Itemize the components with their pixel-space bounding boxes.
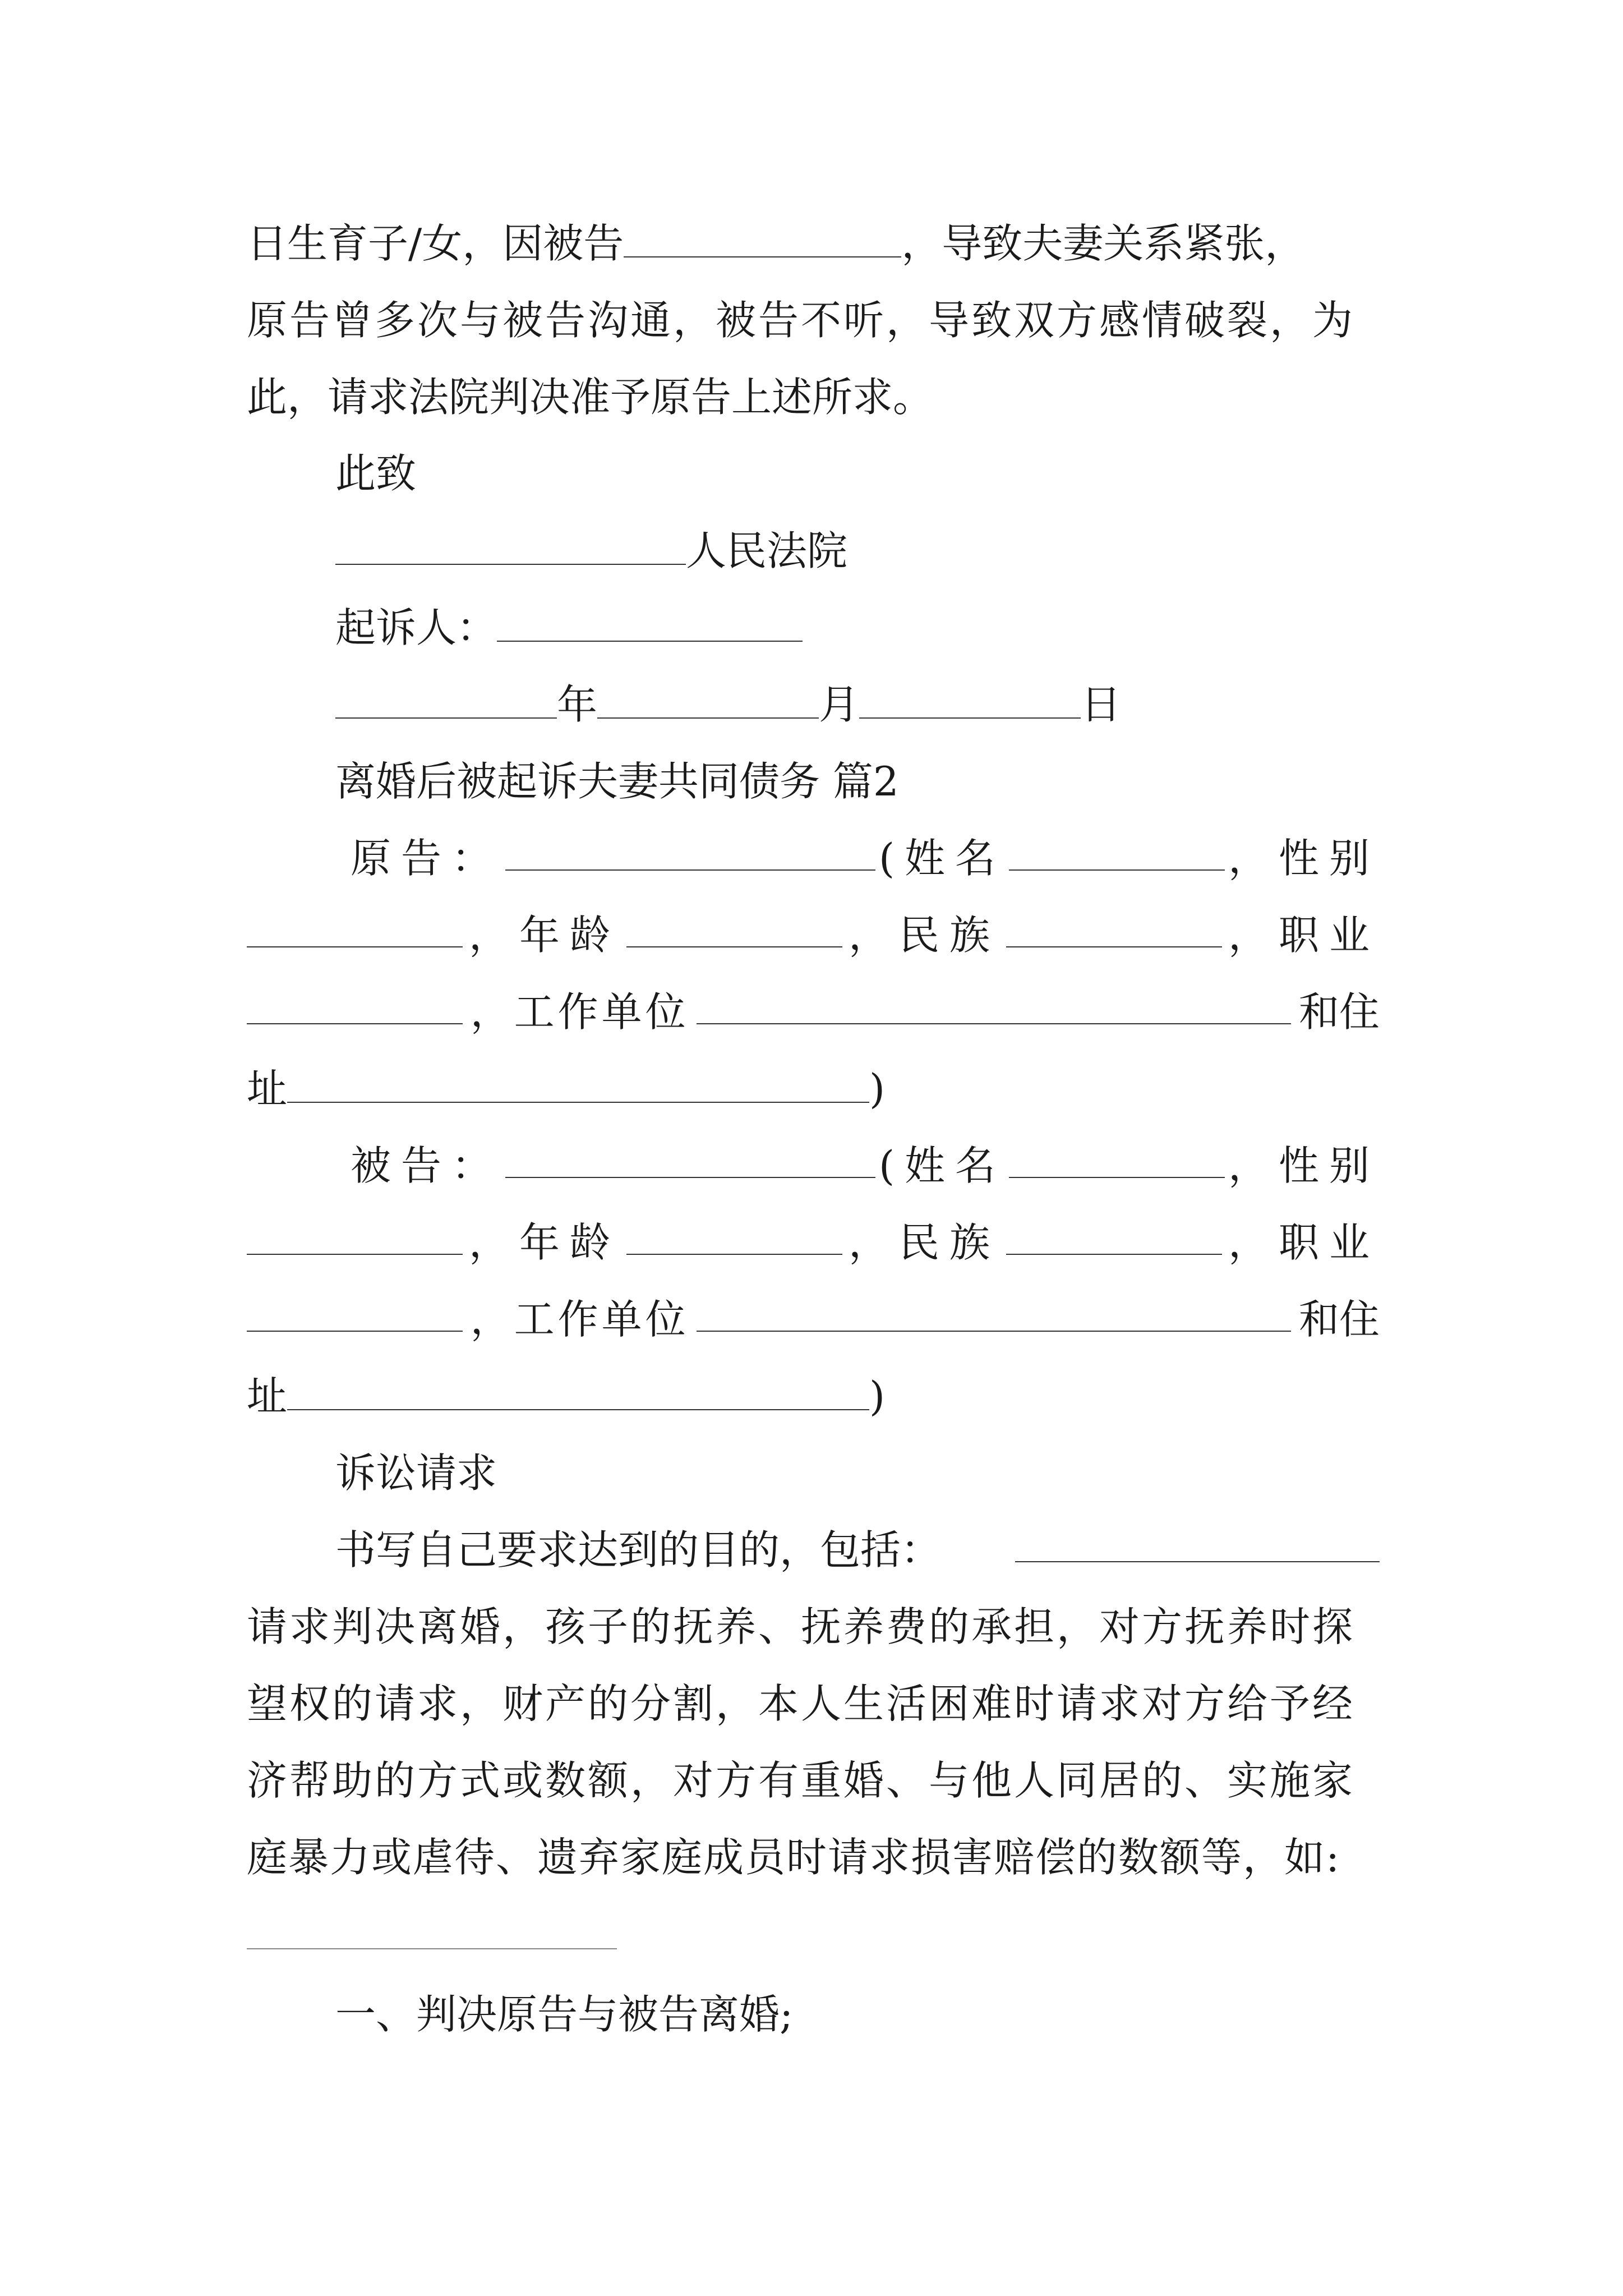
party-a-close-paren: ) [869, 1065, 886, 1112]
party-b-blank[interactable] [505, 1145, 875, 1178]
party-b-line-3 [247, 1296, 1380, 1343]
party-a-work-unit-blank[interactable] [697, 992, 1291, 1024]
party-a-address-label-end: 址 [247, 1065, 288, 1112]
court-line [335, 527, 848, 574]
claims-line-3: 济帮助的方式或数额，对方有重婚、与他人同居的、实施家 [247, 1757, 1355, 1804]
party-a-address-blank[interactable] [287, 1070, 869, 1103]
party-b-address-label-end: 址 [247, 1373, 288, 1420]
p1-line-1-end: ，导致夫妻关系紧张， [901, 220, 1306, 267]
party-b-work-unit-label: ，工作单位 [470, 1296, 689, 1343]
court-name-blank[interactable] [335, 532, 686, 565]
party-a-blank[interactable] [505, 838, 875, 871]
party-b-address-label: 和住 [1298, 1296, 1380, 1343]
party-b-job-blank[interactable] [247, 1299, 463, 1332]
party-b-line-4 [247, 1373, 886, 1420]
party-b-close-paren: ) [869, 1373, 886, 1420]
party-a-name-blank[interactable] [1009, 838, 1225, 871]
party-b-address-blank[interactable] [287, 1378, 869, 1410]
day-blank[interactable] [859, 686, 1081, 719]
claims-intro: 书写自己要求达到的目的，包括： [335, 1526, 942, 1573]
party-a-line-4 [247, 1065, 886, 1112]
party-b-name-blank[interactable] [1009, 1145, 1225, 1178]
party-a-work-unit-label: ，工作单位 [470, 988, 689, 1036]
claims-intro-line [335, 1526, 1380, 1573]
p1-line-1-start: 日生育子/女，因被告 [247, 220, 624, 267]
party-b-name-label: (姓名 [878, 1142, 1006, 1189]
party-a-gender-label: ，性别 [1228, 835, 1380, 882]
party-a-line-3 [247, 988, 1380, 1036]
party-b-work-unit-blank[interactable] [697, 1299, 1291, 1332]
claims-line-1: 请求判决离婚，孩子的抚养、抚养费的承担，对方抚养时探 [247, 1603, 1355, 1650]
month-label: 月 [819, 681, 860, 728]
plaintiff-sign-blank[interactable] [497, 609, 803, 642]
party-b-ethnicity-blank[interactable] [1006, 1222, 1222, 1255]
claims-item-1: 一、判决原告与被告离婚; [335, 1991, 794, 2038]
month-blank[interactable] [597, 686, 819, 719]
party-a-job-blank[interactable] [247, 992, 463, 1024]
party-a-address-label: 和住 [1298, 988, 1380, 1036]
party-b-label: 被告： [351, 1142, 502, 1189]
date-line [335, 681, 1122, 728]
party-a-ethnicity-blank[interactable] [1006, 915, 1222, 947]
plaintiff-sign-label: 起诉人： [335, 604, 497, 651]
party-b-ethnicity-label: ，民族 [848, 1219, 1000, 1266]
year-blank[interactable] [335, 686, 557, 719]
claims-intro-blank[interactable] [1015, 1530, 1380, 1562]
court-label: 人民法院 [686, 527, 848, 574]
party-a-line-1 [351, 835, 1380, 882]
party-a-gender-blank[interactable] [247, 915, 463, 947]
party-b-job-label: ，职业 [1228, 1219, 1380, 1266]
party-b-gender-blank[interactable] [247, 1222, 463, 1255]
party-b-line-2 [247, 1219, 1380, 1266]
party-a-age-blank[interactable] [626, 915, 842, 947]
claims-line-4: 庭暴力或虐待、遗弃家庭成员时请求损害赔偿的数额等，如: [247, 1834, 1341, 1881]
party-b-age-blank[interactable] [626, 1222, 842, 1255]
claims-line-2: 望权的请求，财产的分割，本人生活困难时请求对方给予经 [247, 1680, 1355, 1727]
p1-line-2: 原告曾多次与被告沟通，被告不听，导致双方感情破裂，为 [247, 297, 1355, 344]
party-b-gender-label: ，性别 [1228, 1142, 1380, 1189]
plaintiff-sign-line [335, 604, 803, 651]
party-b-line-1 [351, 1142, 1380, 1189]
year-label: 年 [557, 681, 598, 728]
p1-line-1 [247, 220, 1306, 267]
party-a-age-label: ，年龄 [468, 912, 620, 959]
defendant-cause-blank[interactable] [624, 225, 901, 257]
party-a-ethnicity-label: ，民族 [848, 912, 1000, 959]
party-a-job-label: ，职业 [1228, 912, 1380, 959]
party-a-label: 原告： [351, 835, 502, 882]
party-a-name-label: (姓名 [878, 835, 1006, 882]
p1-line-3: 此，请求法院判决准予原告上述所求。 [247, 374, 934, 421]
claims-title: 诉讼请求 [335, 1450, 497, 1497]
closing-to: 此致 [335, 450, 417, 497]
party-a-line-2 [247, 912, 1380, 959]
footnote-separator [247, 1948, 617, 1949]
day-label: 日 [1081, 681, 1122, 728]
section-title: 离婚后被起诉夫妻共同债务 篇2 [335, 758, 899, 805]
party-b-age-label: ，年龄 [468, 1219, 620, 1266]
